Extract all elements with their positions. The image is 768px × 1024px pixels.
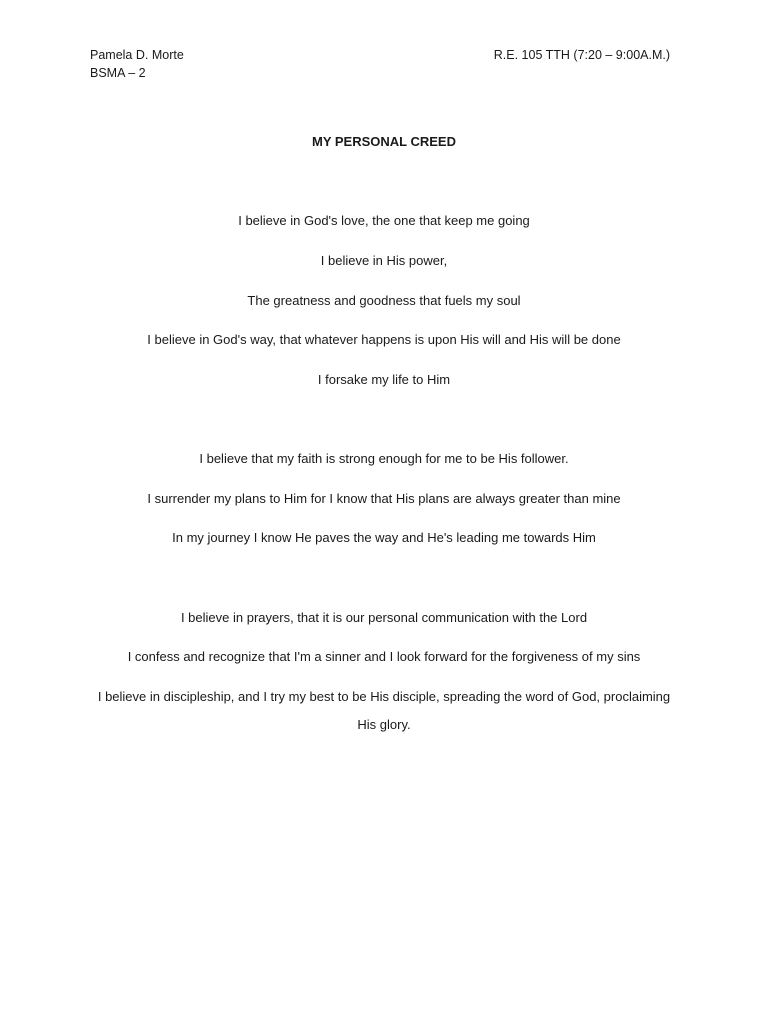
- creed-line: I confess and recognize that I'm a sinner and I look forward for the forgiveness of my sins: [127, 649, 641, 664]
- creed-line: I believe in God's love, the one that keep me going: [238, 213, 530, 228]
- student-info: [90, 46, 184, 82]
- creed-line: I believe in prayers, that it is our personal communication with the Lord: [180, 610, 588, 625]
- creed-line: I believe in God's way, that whatever happens is upon His will and His will be done: [147, 332, 621, 347]
- creed-line: The greatness and goodness that fuels my soul: [247, 293, 521, 308]
- student-section: BSMA – 2: [90, 66, 146, 80]
- document-title: MY PERSONAL CREED: [312, 134, 456, 149]
- course-info: [494, 46, 670, 64]
- creed-line: In my journey I know He paves the way and He's leading me towards Him: [172, 530, 596, 545]
- creed-line: I believe in His power,: [320, 253, 448, 268]
- creed-line: I surrender my plans to Him for I know that His plans are always greater than mine: [147, 491, 621, 506]
- course-schedule: R.E. 105 TTH (7:20 – 9:00A.M.): [493, 48, 670, 62]
- creed-line: I forsake my life to Him: [317, 372, 451, 387]
- student-name: Pamela D. Morte: [90, 48, 184, 62]
- creed-line: I believe that my faith is strong enough for me to be His follower.: [199, 451, 569, 466]
- creed-line: I believe in discipleship, and I try my best to be His disciple, spreading the word of God, proclaiming His glory.: [97, 689, 671, 732]
